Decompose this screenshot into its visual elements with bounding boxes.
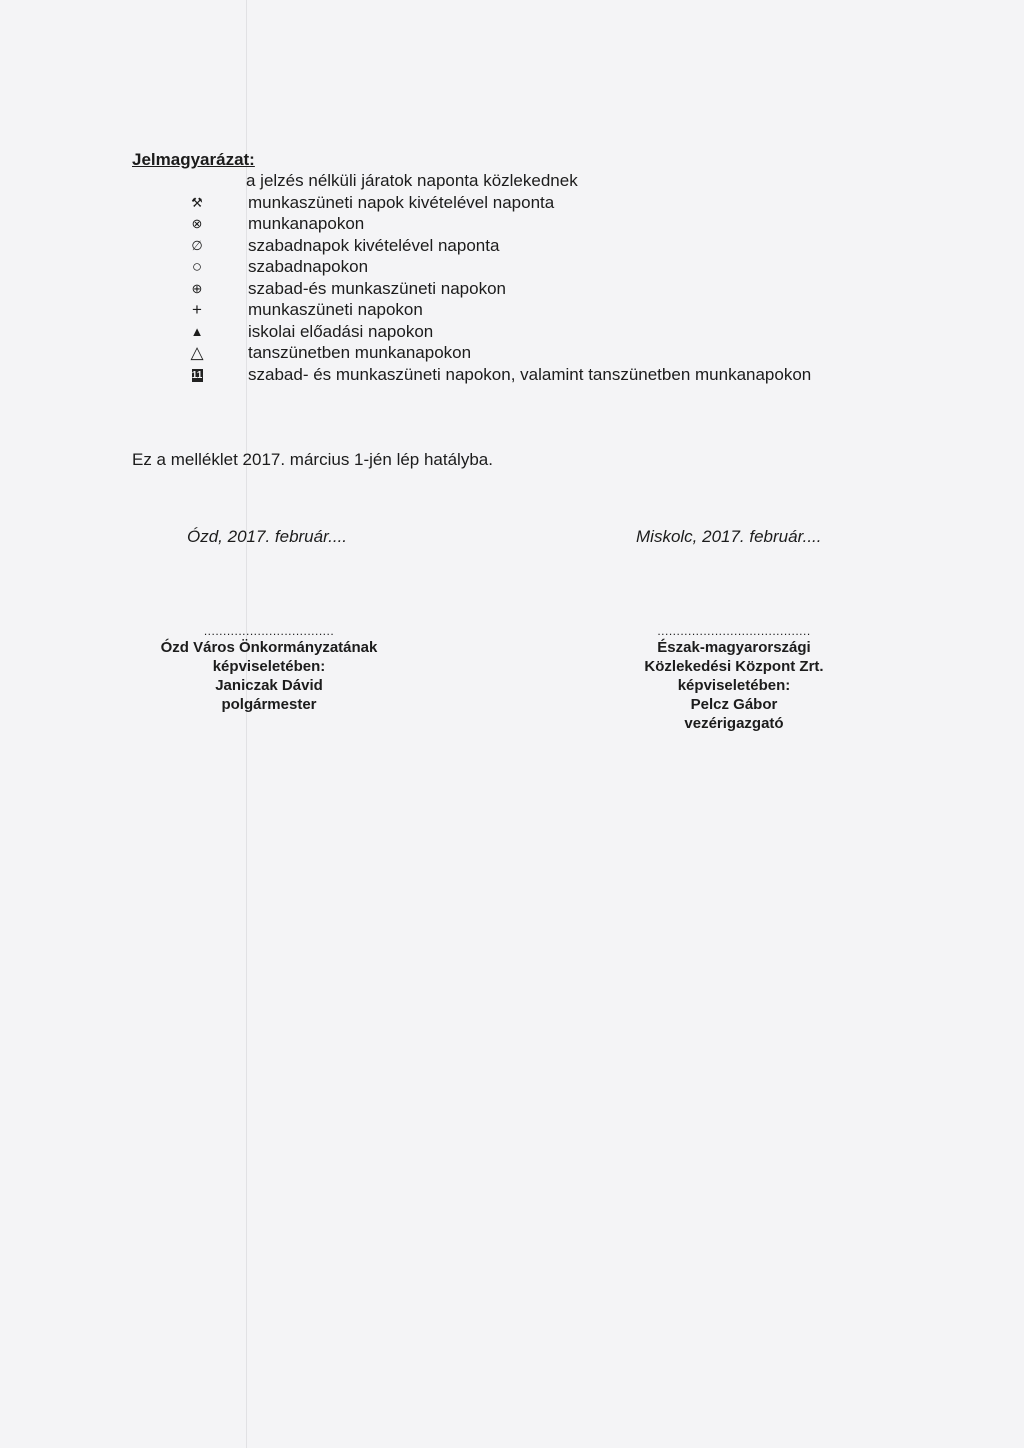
hammer-pick-icon: ⚒ [191, 194, 203, 210]
signatory-name: Janiczak Dávid [215, 677, 323, 694]
legend-item-text: iskolai előadási napokon [248, 321, 434, 341]
filled-triangle-icon: ▲ [190, 323, 204, 339]
legend-item-text: a jelzés nélküli járatok naponta közlekednek [246, 171, 578, 190]
legend-item-text: munkaszüneti napok kivételével naponta [248, 192, 555, 212]
right-place-date: Miskolc, 2017. február.... [636, 527, 822, 546]
legend-item [0, 235, 1024, 257]
legend-item-text: munkanapokon [248, 214, 365, 233]
signatory-capacity: képviseletében: [677, 677, 791, 694]
legend-item [0, 364, 1024, 386]
outline-triangle-icon: △ [190, 343, 204, 362]
legend-item [0, 192, 1024, 214]
plus-icon: + [192, 300, 202, 319]
legend-item-text: szabadnapokon [248, 257, 369, 276]
right-signature-block [620, 624, 848, 733]
legend-item-text: szabad-és munkaszüneti napokon [248, 278, 506, 298]
empty-set-icon: ∅ [191, 237, 203, 253]
legend-item [0, 213, 1024, 235]
legend-item [0, 170, 1024, 192]
signatory-organization-line1: Észak-magyarországi [657, 639, 811, 656]
left-place-date: Ózd, 2017. február.... [187, 527, 348, 546]
signatory-organization: Ózd Város Önkormányzatának [160, 639, 378, 656]
signature-line: .................................. [203, 624, 335, 638]
legend-item [0, 256, 1024, 278]
signature-line: ........................................ [657, 624, 811, 638]
circled-cross-icon: ⊗ [191, 216, 203, 231]
boxed-eleven-label: 11 [191, 369, 203, 381]
signatory-organization-line2: Közlekedési Központ Zrt. [644, 658, 824, 675]
circle-icon: ○ [191, 257, 203, 276]
legend-item-text: munkaszüneti napokon [248, 300, 423, 319]
legend-item [0, 342, 1024, 364]
signatory-title: vezérigazgató [684, 715, 784, 732]
legend-item-text: tanszünetben munkanapokon [248, 343, 472, 362]
legend-title: Jelmagyarázat: [132, 150, 255, 169]
legend-item [0, 278, 1024, 300]
legend-item [0, 299, 1024, 321]
legend-item-text: szabad- és munkaszüneti napokon, valamint tanszünetben munkanapokon [248, 364, 812, 384]
boxed-eleven-icon [176, 364, 218, 386]
signatory-name: Pelcz Gábor [690, 696, 778, 713]
signatory-capacity: képviseletében: [212, 658, 326, 675]
legend-item-text: szabadnapok kivételével naponta [248, 235, 500, 255]
legend-list [0, 170, 1024, 385]
effective-date-note: Ez a melléklet 2017. március 1-jén lép hatályba. [132, 450, 493, 469]
signatory-title: polgármester [221, 696, 317, 713]
left-signature-block [146, 624, 392, 714]
circled-plus-icon: ⊕ [191, 280, 203, 296]
legend-item [0, 321, 1024, 343]
